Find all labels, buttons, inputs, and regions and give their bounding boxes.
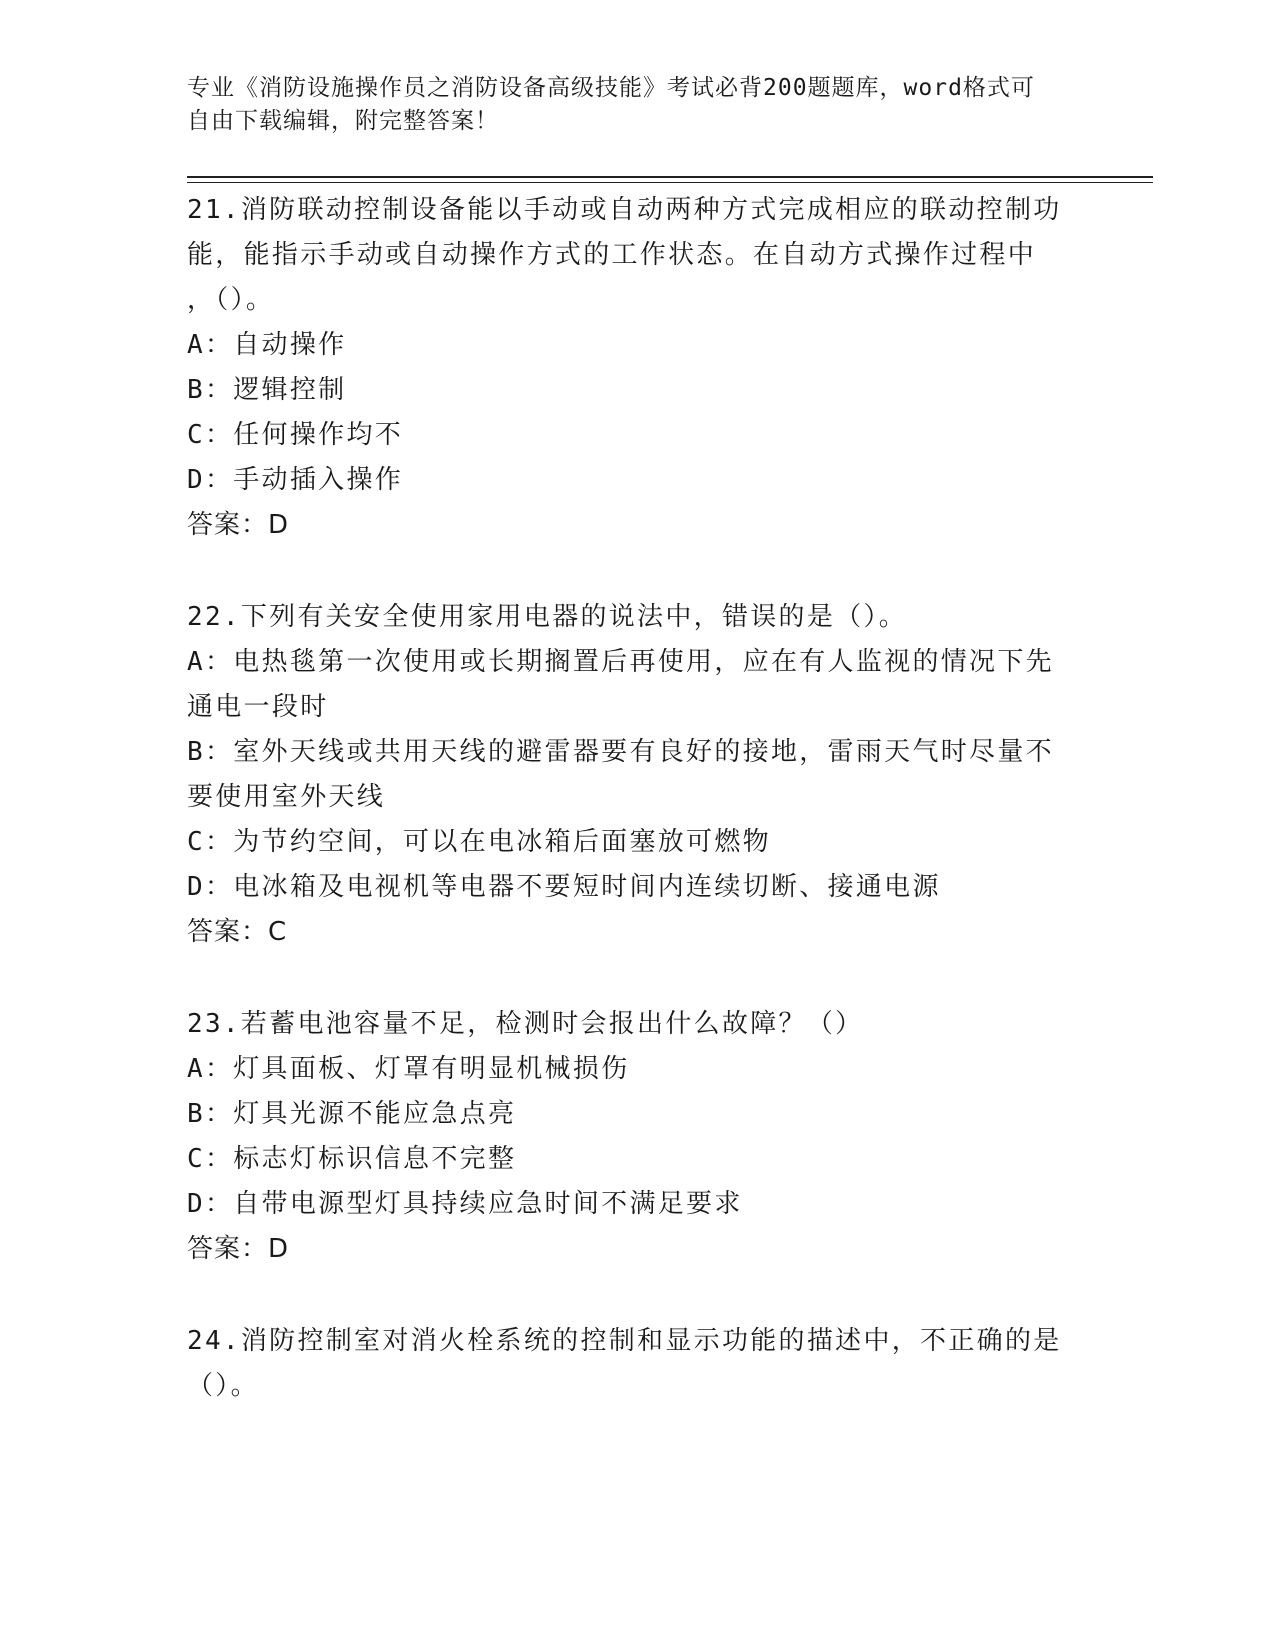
question-text-line: （）。 bbox=[187, 1371, 259, 1401]
question-text-line: 22.下列有关安全使用家用电器的说法中，错误的是（）。 bbox=[187, 602, 908, 632]
question-21 bbox=[187, 188, 1087, 548]
option-c: C：标志灯标识信息不完整 bbox=[187, 1144, 517, 1174]
option-b: B：灯具光源不能应急点亮 bbox=[187, 1099, 517, 1129]
question-spacer bbox=[187, 955, 1087, 1002]
answer: 答案：D bbox=[187, 1234, 290, 1264]
header-divider-thick bbox=[187, 176, 1153, 178]
option-c: C：任何操作均不 bbox=[187, 420, 404, 450]
question-text-line: 24.消防控制室对消火栓系统的控制和显示功能的描述中，不正确的是 bbox=[187, 1326, 1062, 1356]
question-text-line: 23.若蓄电池容量不足，检测时会报出什么故障？（） bbox=[187, 1009, 864, 1039]
option-b-continued: 要使用室外天线 bbox=[187, 782, 386, 812]
option-c: C：为节约空间，可以在电冰箱后面塞放可燃物 bbox=[187, 827, 771, 857]
answer: 答案：D bbox=[187, 510, 290, 540]
option-a: A：电热毯第一次使用或长期搁置后再使用，应在有人监视的情况下先 bbox=[187, 647, 1054, 677]
question-24 bbox=[187, 1319, 1087, 1409]
question-text-line: 能，能指示手动或自动操作方式的工作状态。在自动方式操作过程中 bbox=[187, 240, 1037, 270]
option-b: B：室外天线或共用天线的避雷器要有良好的接地，雷雨天气时尽量不 bbox=[187, 737, 1054, 767]
option-d: D：自带电源型灯具持续应急时间不满足要求 bbox=[187, 1189, 743, 1219]
question-spacer bbox=[187, 548, 1087, 595]
question-list bbox=[187, 188, 1087, 1409]
option-d: D：电冰箱及电视机等电器不要短时间内连续切断、接通电源 bbox=[187, 872, 941, 902]
option-b: B：逻辑控制 bbox=[187, 375, 347, 405]
option-d: D：手动插入操作 bbox=[187, 465, 404, 495]
question-text-line: 21.消防联动控制设备能以手动或自动两种方式完成相应的联动控制功 bbox=[187, 195, 1062, 225]
option-a-continued: 通电一段时 bbox=[187, 692, 329, 722]
answer: 答案：C bbox=[187, 917, 288, 947]
question-23 bbox=[187, 1002, 1087, 1272]
question-spacer bbox=[187, 1272, 1087, 1319]
question-text-line: ，（）。 bbox=[187, 285, 275, 315]
header-line-1: 专业《消防设施操作员之消防设备高级技能》考试必背200题题库，word格式可 bbox=[187, 75, 1035, 101]
header-divider-thin bbox=[187, 182, 1153, 183]
option-a: A：自动操作 bbox=[187, 330, 347, 360]
question-22 bbox=[187, 595, 1087, 955]
header-line-2: 自由下载编辑，附完整答案！ bbox=[187, 108, 499, 134]
document-header bbox=[187, 72, 1067, 138]
option-a: A：灯具面板、灯罩有明显机械损伤 bbox=[187, 1054, 630, 1084]
